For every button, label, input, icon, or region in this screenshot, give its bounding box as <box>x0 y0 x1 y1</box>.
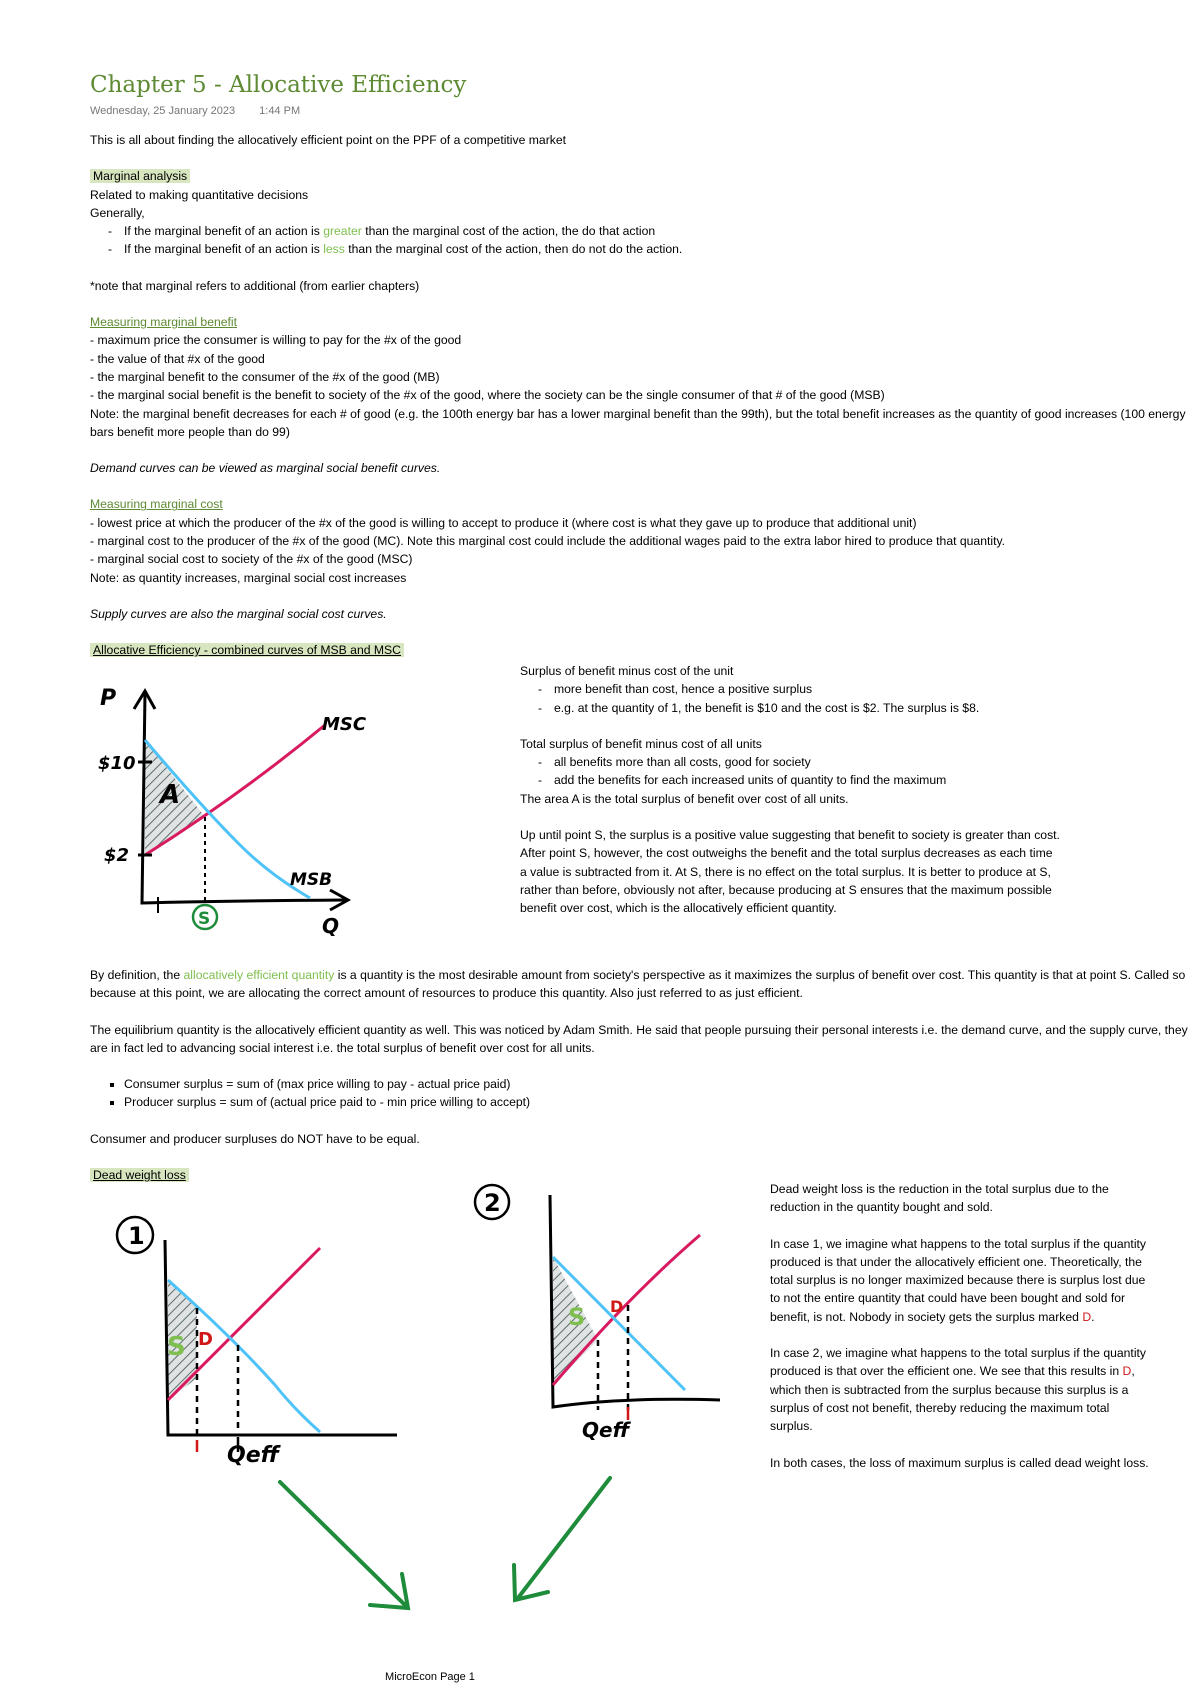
msb-label: MSB <box>290 870 333 890</box>
qeff-label-visible: Qeff <box>582 1418 630 1442</box>
word-less: less <box>323 242 345 257</box>
page-footer: MicroEcon Page 1 <box>385 1671 475 1683</box>
total-surplus-list <box>520 753 1060 790</box>
intro-text: This is all about finding the allocatively efficient point on the PPF of a competitive market <box>90 133 567 147</box>
list-item: ▪ Consumer surplus = sum of (max price willing to pay - actual price paid) <box>124 1075 1190 1093</box>
quantity-one-label: 1 <box>146 927 147 928</box>
marginal-note: *note that marginal refers to additional (from earlier chapters) <box>90 278 420 293</box>
marginal-analysis-line1: Related to making quantitative decisions <box>90 187 309 202</box>
supply-curve-statement: Supply curves are also the marginal social cost curves. <box>90 606 387 621</box>
two-dollar-label: $2 <box>104 845 130 866</box>
deadweight-definition: Dead weight loss is the reduction in the total surplus due to the reduction in the quantity bought and sold. <box>770 1182 1109 1215</box>
surplus-equality-note: Consumer and producer surpluses do NOT have to be equal. <box>90 1131 420 1146</box>
deadweight-graph-case-2 <box>470 1175 735 1455</box>
page-timestamp <box>90 105 300 117</box>
surplus-unit-list <box>520 680 1060 717</box>
q-label: Q <box>322 914 340 938</box>
list-item: - e.g. at the quantity of 1, the benefit is $10 and the cost is $2. The surplus is $8. <box>538 699 1060 717</box>
list-item: - all benefits more than all costs, good for society <box>538 753 1060 771</box>
deadweight-graph-case-1 <box>105 1200 410 1473</box>
marginal-analysis-line2: Generally, <box>90 205 145 220</box>
list-item: - If the marginal benefit of an action is greater than the marginal cost of the action, the do that action <box>108 222 1190 240</box>
case-1-explanation: In case 1, we imagine what happens to the total surplus if the quantity produced is that under the allocatively efficient one. Theoretically, the total surplus is no longer maximized because there is surplus lost due to not the entire quantity that could have been bought and sold for benefit, is not. Nobody in society gets the surplus marked D. <box>770 1236 1147 1324</box>
qeff-label: Qeff <box>580 1450 583 1451</box>
marginal-cost-line: - lowest price at which the producer of the #x of the good is willing to accept to produce it (where cost is what they gave up to produce that additional unit) <box>90 515 917 530</box>
area-a-statement: The area A is the total surplus of benefit over cost of all units. <box>520 791 849 806</box>
page-time: 1:44 PM <box>259 105 301 117</box>
marginal-benefit-heading: Measuring marginal benefit <box>90 315 238 330</box>
marginal-analysis-heading: Marginal analysis <box>90 169 190 183</box>
marginal-cost-line: - marginal social cost to society of the #x of the good (MSC) <box>90 552 413 567</box>
ten-dollar-label: $10 <box>98 753 136 774</box>
surplus-s-label: S <box>568 1303 586 1331</box>
allocative-efficiency-notes <box>520 662 1060 918</box>
msc-label: MSC <box>322 714 367 735</box>
d-marker: D <box>1122 1364 1132 1379</box>
deadweight-summary: In both cases, the loss of maximum surplus is called dead weight loss. <box>770 1455 1149 1470</box>
page-title: Chapter 5 - Allocative Efficiency <box>90 72 467 98</box>
word-greater: greater <box>323 224 362 239</box>
case-1-number: 1 <box>128 1222 145 1250</box>
allocative-efficiency-heading: Allocative Efficiency - combined curves of MSB and MSC <box>90 643 404 657</box>
case-2-number: 2 <box>484 1189 501 1217</box>
qeff-label: Qeff <box>217 1472 220 1473</box>
deadweight-d-label: D <box>610 1297 624 1316</box>
list-item: - add the benefits for each increased units of quantity to find the maximum <box>538 771 1060 789</box>
qeff-label-visible: Qeff <box>227 1443 279 1468</box>
allocatively-efficient-term: allocatively efficient quantity <box>183 968 335 982</box>
page-date: Wednesday, 25 January 2023 <box>90 105 236 117</box>
notes-body-top <box>90 131 1190 660</box>
dead-weight-loss-heading: Dead weight loss <box>90 1168 189 1182</box>
point-s-explanation: Up until point S, the surplus is a positive value suggesting that benefit to society is greater than cost. After point S, however, the cost outweighs the benefit and the total surplus decreases as each time a value is subtracted from it. At S, there is no effect on the total surplus. It is better to produce at S, rather than before, obviously not after, because producing at S ensures that the maximum possible benefit over cost, which is the allocatively efficient quantity. <box>520 828 1060 916</box>
surplus-s-label: S <box>167 1332 186 1362</box>
marginal-benefit-line: - the marginal social benefit is the benefit to society of the #x of the good, where the society can be the single consumer of that # of the good (MSB) <box>90 388 885 403</box>
d-marker: D <box>1082 1309 1092 1324</box>
surplus-unit-heading: Surplus of benefit minus cost of the unit <box>520 664 734 678</box>
definition-paragraph: By definition, the allocatively efficient quantity is a quantity is the most desirable amount from society's perspective as it maximizes the surplus of benefit over cost. This quantity is that at point S. Called so because at this point, we are allocating the correct amount of resources to produce this quantity. Also just referred to as just efficient. <box>90 968 1186 1001</box>
marginal-benefit-line: - maximum price the consumer is willing to pay for the #x of the good <box>90 333 462 348</box>
area-a-label: A <box>160 780 181 810</box>
marginal-benefit-line: - the marginal benefit to the consumer of the #x of the good (MB) <box>90 369 440 384</box>
marginal-cost-note: Note: as quantity increases, marginal social cost increases <box>90 570 407 585</box>
deadweight-notes <box>770 1180 1155 1472</box>
left-arrow <box>280 1482 405 1605</box>
list-item: - If the marginal benefit of an action is less than the marginal cost of the action, then do not do the action. <box>108 240 1190 258</box>
green-arrows <box>250 1470 630 1620</box>
surplus-definitions-list <box>90 1075 1190 1112</box>
demand-curve-statement: Demand curves can be viewed as marginal social benefit curves. <box>90 461 441 476</box>
marginal-benefit-note: Note: the marginal benefit decreases for each # of good (e.g. the 100th energy bar has a lower marginal benefit than the 99th), but the total benefit increases as the quantity of good increases (100 energy bars benefit more people than do 99) <box>90 406 1186 439</box>
marginal-analysis-list <box>90 222 1190 259</box>
deadweight-d-label: D <box>198 1329 213 1350</box>
marginal-cost-line: - marginal cost to the producer of the #x of the good (MC). Note this marginal cost could include the additional wages paid to the extra labor hired to produce that quantity. <box>90 534 1006 549</box>
adam-smith-paragraph: The equilibrium quantity is the allocatively efficient quantity as well. This was noticed by Adam Smith. He said that people pursuing their personal interests i.e. the demand curve, and the supply curve, they are in fact led to advancing social interest i.e. the total surplus of benefit over cost for all units. <box>90 1022 1188 1055</box>
list-item: - more benefit than cost, hence a positive surplus <box>538 680 1060 698</box>
list-item: ▪ Producer surplus = sum of (actual price paid to - min price willing to accept) <box>124 1093 1190 1111</box>
marginal-benefit-line: - the value of that #x of the good <box>90 351 265 366</box>
s-point-label: S <box>198 909 211 929</box>
total-surplus-heading: Total surplus of benefit minus cost of all units <box>520 736 762 751</box>
marginal-cost-heading: Measuring marginal cost <box>90 497 223 512</box>
p-label: P <box>100 686 117 711</box>
case-2-explanation: In case 2, we imagine what happens to the total surplus if the quantity produced is that over the efficient one. We see that this results in D, which then is subtracted from the surplus because this surplus is a surplus of cost not benefit, thereby reducing the maximum total surplus. <box>770 1346 1147 1434</box>
definition-block <box>90 966 1190 1184</box>
allocative-efficiency-graph <box>90 685 510 955</box>
right-arrow <box>518 1478 610 1598</box>
